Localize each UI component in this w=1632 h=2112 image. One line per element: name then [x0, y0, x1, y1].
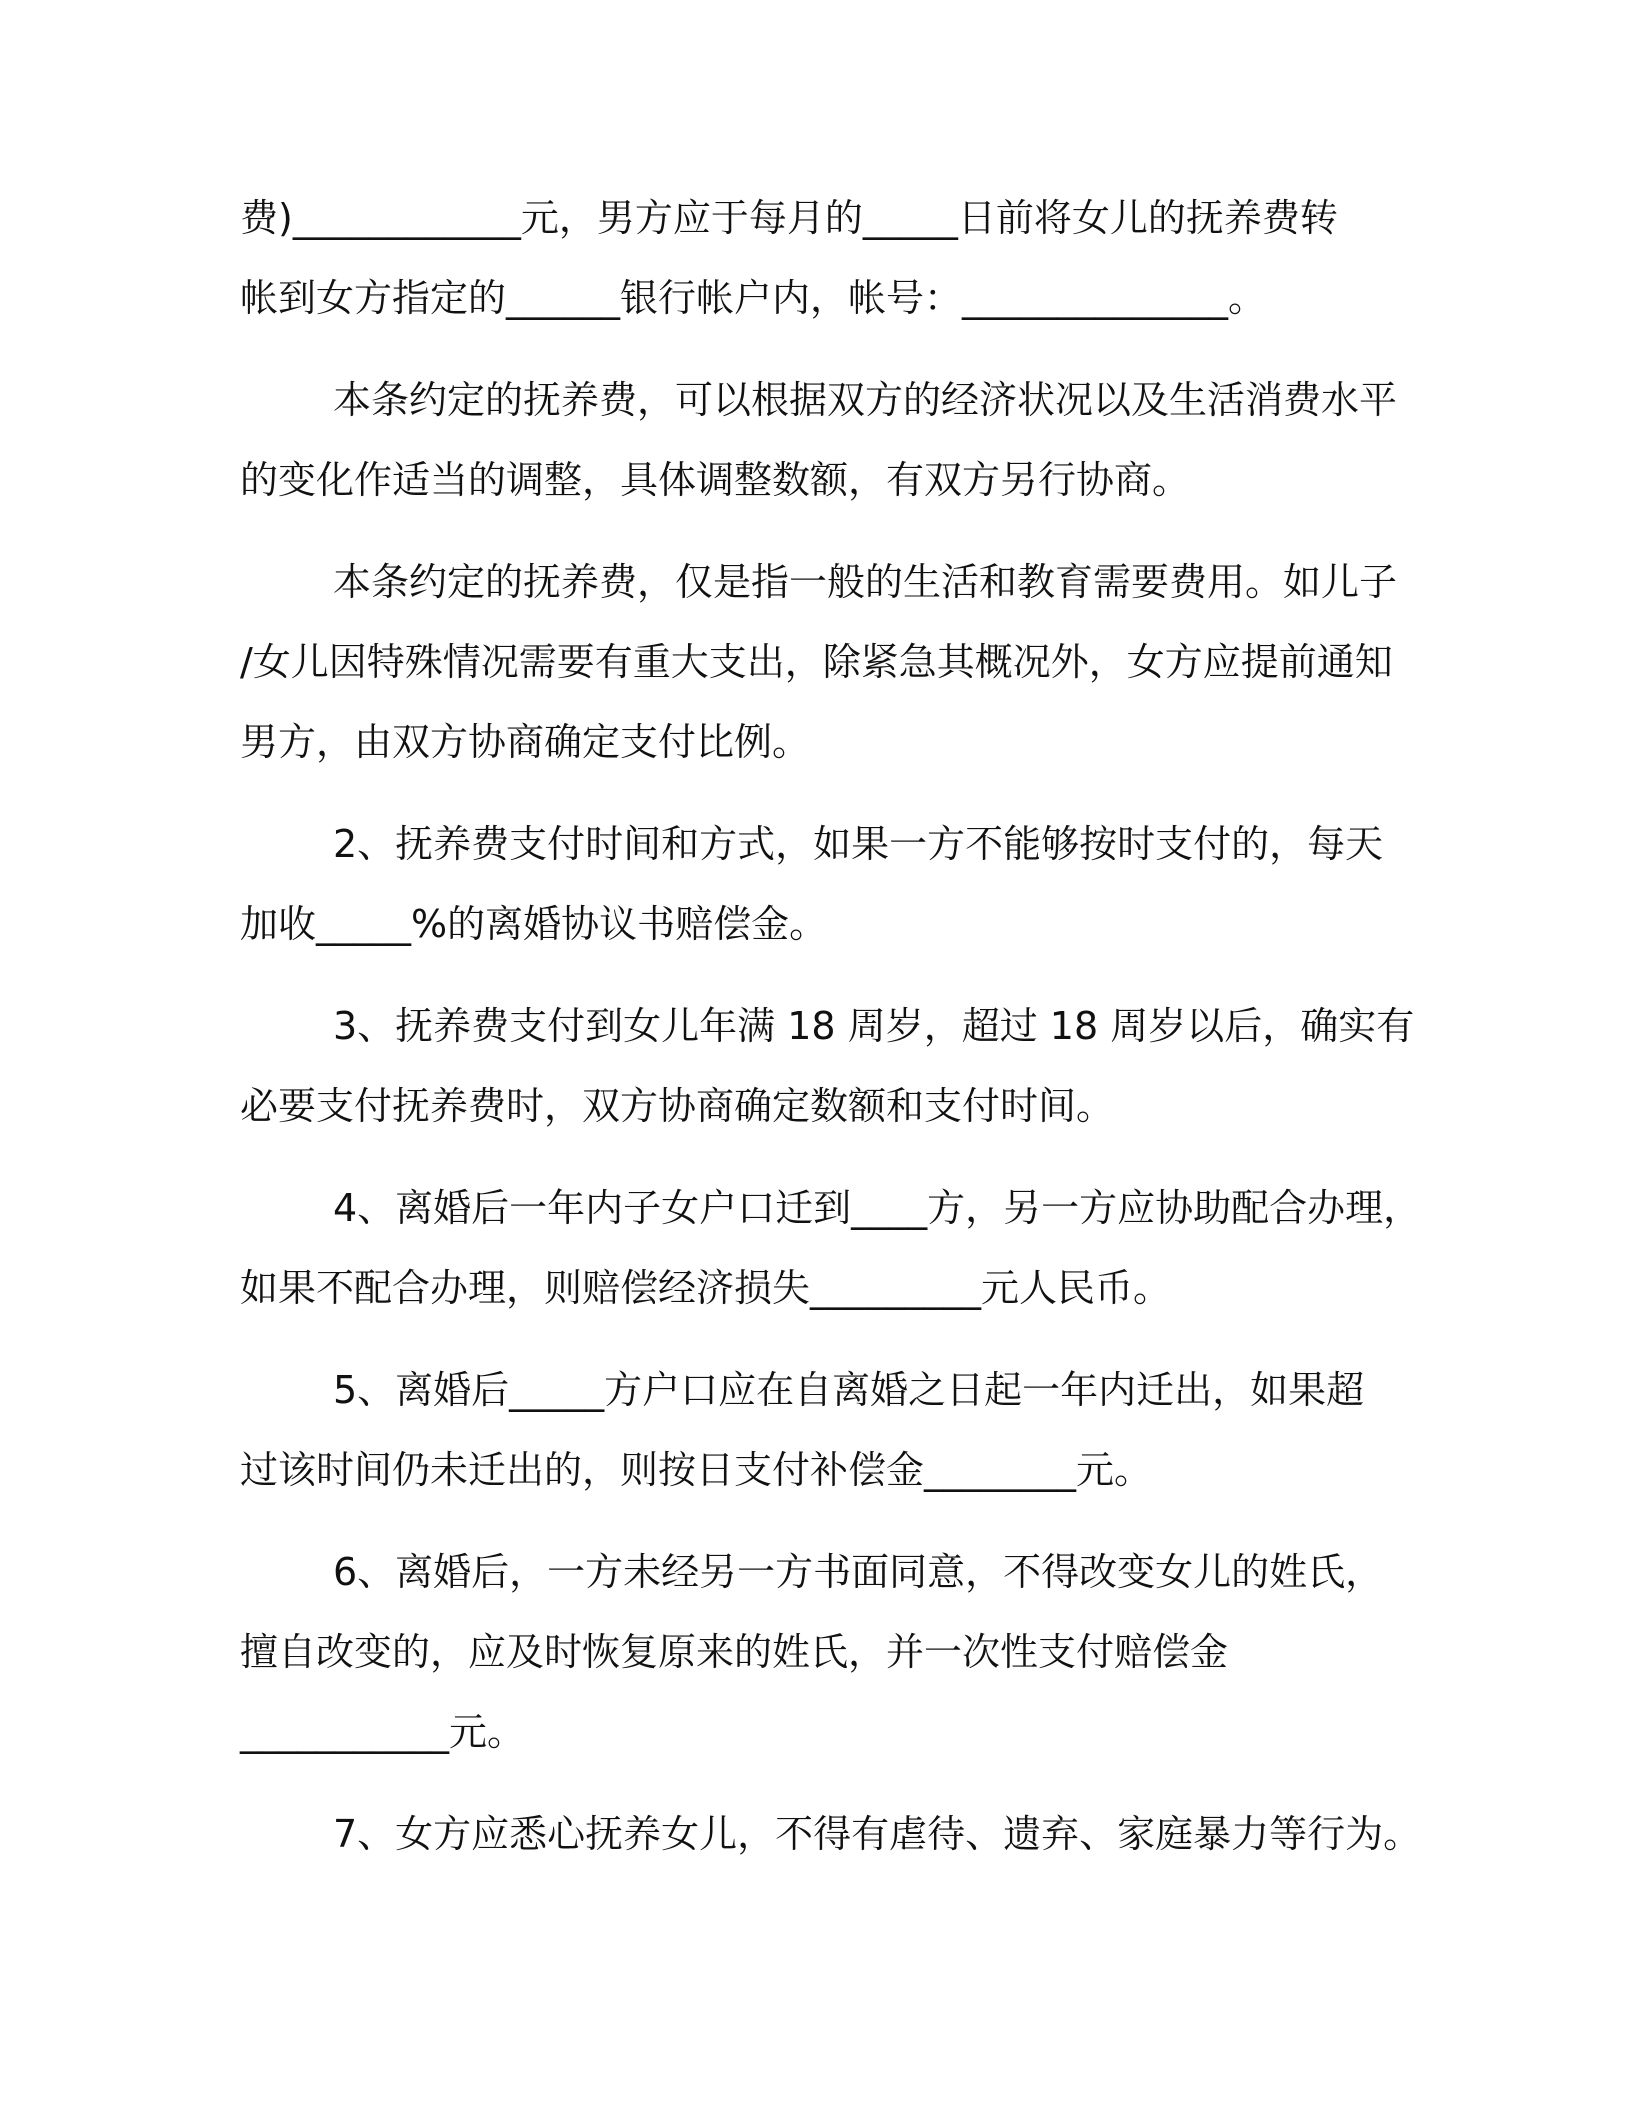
- text-line: 加收_____%的离婚协议书赔偿金。: [240, 902, 828, 946]
- text-line: 4、离婚后一年内子女户口迁到____方，另一方应协助配合办理，: [333, 1186, 1422, 1230]
- text-line: 6、离婚后，一方未经另一方书面同意，不得改变女儿的姓氏，: [333, 1550, 1384, 1594]
- text-line: 帐到女方指定的______银行帐户内，帐号：______________。: [240, 276, 1267, 320]
- text-line: 擅自改变的，应及时恢复原来的姓氏，并一次性支付赔偿金: [240, 1630, 1229, 1674]
- text-line: 5、离婚后_____方户口应在自离婚之日起一年内迁出，如果超: [333, 1368, 1365, 1412]
- text-line: /女儿因特殊情况需要有重大支出，除紧急其概况外，女方应提前通知: [240, 640, 1393, 684]
- text-line: ___________元。: [240, 1710, 526, 1754]
- text-line: 本条约定的抚养费，仅是指一般的生活和教育需要费用。如儿子: [333, 560, 1398, 604]
- text-line: 3、抚养费支付到女儿年满 18 周岁，超过 18 周岁以后，确实有: [333, 1004, 1415, 1048]
- text-line: 7、女方应悉心抚养女儿，不得有虐待、遗弃、家庭暴力等行为。: [333, 1812, 1422, 1856]
- text-line: 如果不配合办理，则赔偿经济损失_________元人民币。: [240, 1266, 1172, 1310]
- text-line: 的变化作适当的调整，具体调整数额，有双方另行协商。: [240, 458, 1191, 502]
- text-line: 本条约定的抚养费，可以根据双方的经济状况以及生活消费水平: [333, 378, 1398, 422]
- text-line: 男方，由双方协商确定支付比例。: [240, 720, 811, 764]
- text-line: 必要支付抚养费时，双方协商确定数额和支付时间。: [240, 1084, 1115, 1128]
- text-line: 过该时间仍未迁出的，则按日支付补偿金________元。: [240, 1448, 1153, 1492]
- text-line: 2、抚养费支付时间和方式，如果一方不能够按时支付的，每天: [333, 822, 1384, 866]
- text-line: 费)____________元，男方应于每月的_____日前将女儿的抚养费转: [240, 196, 1338, 240]
